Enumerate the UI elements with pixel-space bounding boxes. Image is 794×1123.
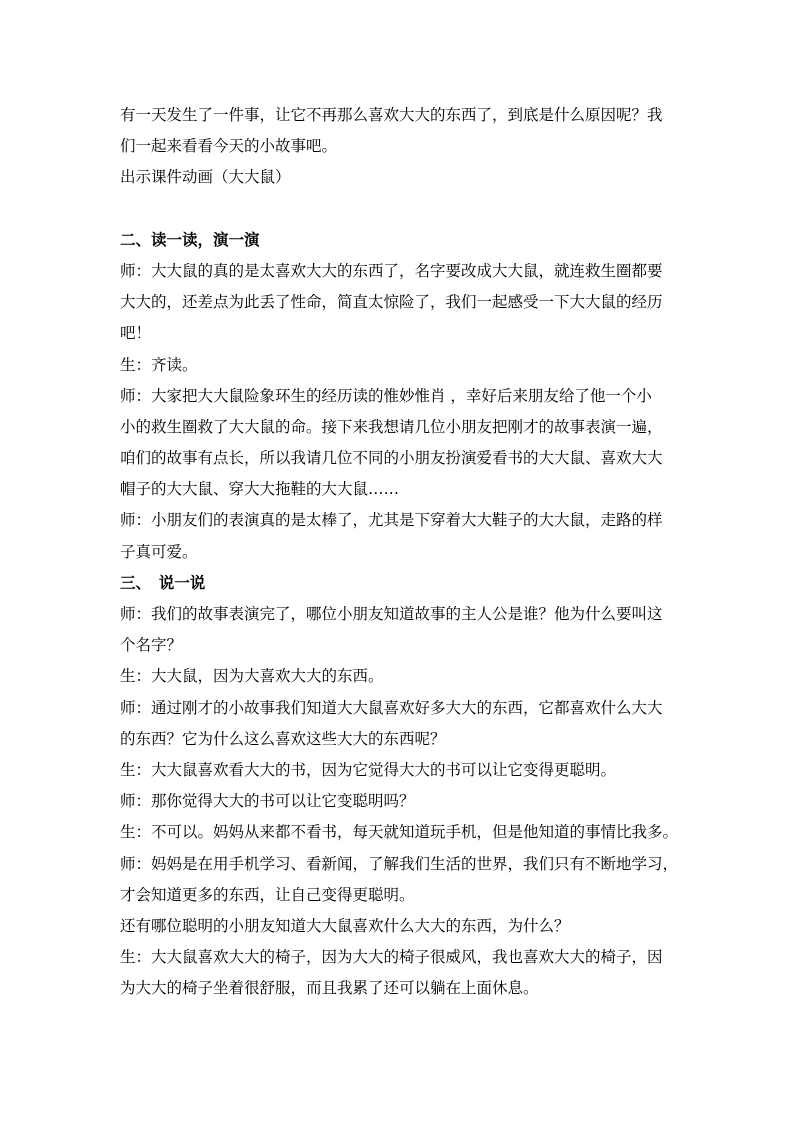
document-body (120, 100, 680, 1004)
paragraph-line: 子真可爱。 (120, 542, 198, 561)
section-heading-read-act: 二、读一读，演一演 (120, 230, 260, 249)
paragraph-line: 生：齐读。 (120, 355, 198, 374)
blank-line (120, 194, 680, 225)
paragraph-line: 生：大大鼠，因为大喜欢大大的东西。 (120, 667, 384, 686)
paragraph-line: 有一天发生了一件事，让它不再那么喜欢大大的东西了，到底是什么原因呢？我 (120, 106, 663, 124)
paragraph-line: 师：大家把大大鼠险象环生的经历读的惟妙惟肖 ，幸好后来朋友给了他一个小 (120, 386, 652, 405)
paragraph-line: 们一起来看看今天的小故事吧。 (120, 137, 338, 156)
paragraph-line: 生：大大鼠喜欢看大大的书，因为它觉得大大的书可以让它变得更聪明。 (120, 760, 617, 779)
paragraph-line: 吧！ (120, 324, 152, 343)
paragraph-line: 个名字？ (120, 636, 183, 655)
paragraph-line: 咱们的故事有点长，所以我请几位不同的小朋友扮演爱看书的大大鼠、喜欢大大 (120, 449, 663, 468)
paragraph-line: 小的救生圈救了大大鼠的命。接下来我想请几位小朋友把刚才的故事表演一遍， (120, 417, 663, 436)
paragraph-line: 师：大大鼠的真的是太喜欢大大的东西了，名字要改成大大鼠，就连救生圈都要 (120, 261, 663, 280)
paragraph-line: 师：妈妈是在用手机学习、看新闻，了解我们生活的世界，我们只有不断地学习， (120, 854, 679, 873)
paragraph-line: 的东西？它为什么这么喜欢这些大大的东西呢？ (120, 729, 446, 748)
paragraph-line: 为大大的椅子坐着很舒服，而且我累了还可以躺在上面休息。 (120, 979, 539, 998)
paragraph-line: 生：大大鼠喜欢大大的椅子，因为大大的椅子很威风，我也喜欢大大的椅子，因 (120, 948, 663, 967)
paragraph-line: 大大的，还差点为此丢了性命，简直太惊险了，我们一起感受一下大大鼠的经历 (120, 293, 663, 312)
paragraph-line: 才会知道更多的东西，让自己变得更聪明。 (120, 885, 415, 904)
paragraph-line: 出示课件动画（大大鼠） (120, 168, 291, 187)
paragraph-line: 师：那你觉得大大的书可以让它变聪明吗？ (120, 792, 415, 811)
paragraph-line: 还有哪位聪明的小朋友知道大大鼠喜欢什么大大的东西，为什么？ (120, 916, 570, 935)
paragraph-line: 师：我们的故事表演完了，哪位小朋友知道故事的主人公是谁？他为什么要叫这 (120, 605, 663, 623)
paragraph-line: 师：小朋友们的表演真的是太棒了，尤其是下穿着大大鞋子的大大鼠，走路的样 (120, 511, 663, 530)
paragraph-line: 师：通过刚才的小故事我们知道大大鼠喜欢好多大大的东西，它都喜欢什么大大 (120, 698, 663, 717)
section-heading-talk: 三、 说一说 (120, 573, 206, 592)
paragraph-line: 帽子的大大鼠、穿大大拖鞋的大大鼠…… (120, 480, 400, 499)
paragraph-line: 生：不可以。妈妈从来都不看书，每天就知道玩手机，但是他知道的事情比我多。 (120, 823, 679, 842)
